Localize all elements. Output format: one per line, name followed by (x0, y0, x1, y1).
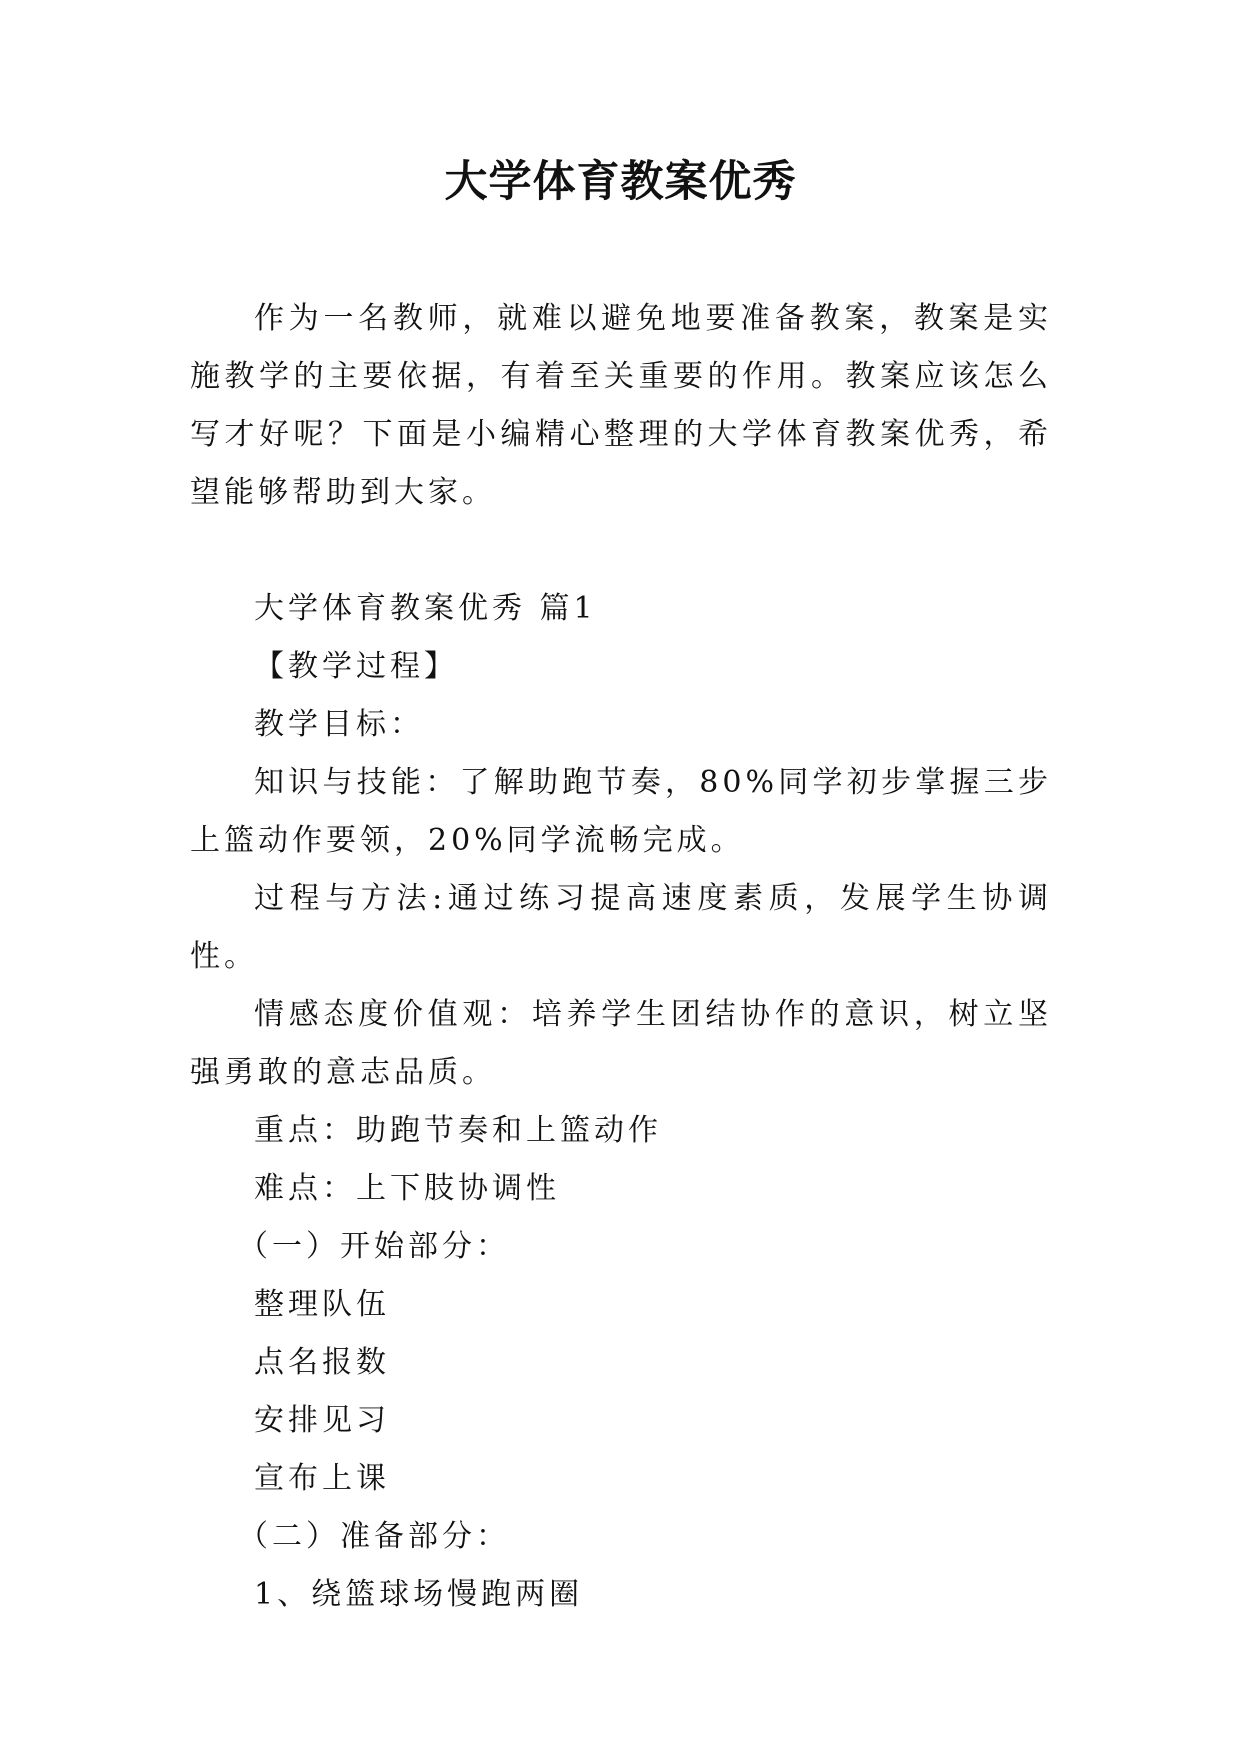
document-body (190, 580, 1052, 1624)
teaching-process-heading: 【教学过程】 (254, 649, 458, 684)
part2-heading: （二）准备部分： (238, 1519, 510, 1554)
list-item: 1、绕篮球场慢跑两圈 (254, 1577, 584, 1612)
list-item: 点名报数 (254, 1345, 390, 1380)
key-point-line: 重点：助跑节奏和上篮动作 (254, 1113, 662, 1148)
list-item: 整理队伍 (254, 1287, 390, 1322)
list-item: 宣布上课 (254, 1461, 390, 1496)
process-method-paragraph: 过程与方法:通过练习提高速度素质，发展学生协调性。 (190, 881, 1052, 974)
section-heading: 大学体育教案优秀 篇1 (254, 591, 597, 626)
knowledge-skill-paragraph: 知识与技能：了解助跑节奏，80%同学初步掌握三步上篮动作要领，20%同学流畅完成。 (190, 765, 1052, 858)
teaching-goal-label: 教学目标： (254, 707, 424, 742)
list-item: 安排见习 (254, 1403, 390, 1438)
attitude-values-paragraph: 情感态度价值观：培养学生团结协作的意识，树立坚强勇敢的意志品质。 (190, 997, 1052, 1090)
difficulty-line: 难点：上下肢协调性 (254, 1171, 560, 1206)
intro-paragraph: 作为一名教师，就难以避免地要准备教案，教案是实施教学的主要依据，有着至关重要的作用。教案应该怎么写才好呢？下面是小编精心整理的大学体育教案优秀，希望能够帮助到大家。 (190, 301, 1052, 510)
document-title: 大学体育教案优秀 (444, 157, 797, 207)
part1-heading: （一）开始部分： (238, 1229, 510, 1264)
